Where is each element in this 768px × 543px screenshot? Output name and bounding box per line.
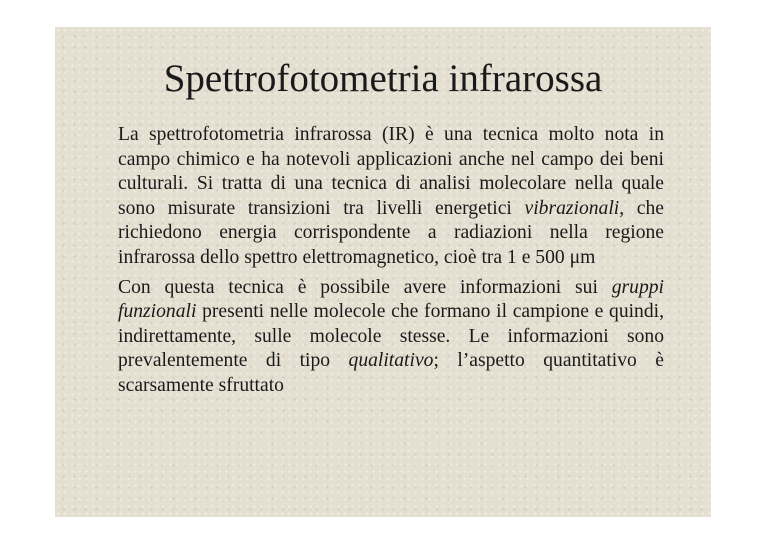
- emphasis-gruppi-funzionali: gruppi funzionali: [118, 276, 664, 323]
- paragraph-ir-information: [118, 276, 664, 399]
- paragraph-2-text-c: ; l’aspetto quantitativo è scarsamente sfruttato: [118, 350, 664, 396]
- paragraph-1-text-b: , che richiedono energia corrispondente a radiazioni nella regione infrarossa dello spettro elettromagnetico, cioè tra 1 e 500 μm: [118, 197, 664, 268]
- slide-title: Spettrofotometria infrarossa: [163, 57, 603, 100]
- slide-body: [118, 123, 664, 399]
- slide: [55, 27, 711, 517]
- emphasis-qualitativo: qualitativo: [348, 350, 434, 372]
- emphasis-vibrazionali: vibrazionali: [524, 197, 620, 219]
- paragraph-ir-definition: [118, 123, 664, 271]
- paragraph-1-text-a: La spettrofotometria infrarossa (IR) è una tecnica molto nota in campo chimico e ha notevoli applicazioni anche nel campo dei beni culturali. Si tratta di una tecnica di analisi molecolare nella quale sono misurate transizioni tra livelli energetici: [118, 124, 664, 219]
- paragraph-2-text-b: presenti nelle molecole che formano il campione e quindi, indirettamente, sulle molecole stesse. Le informazioni sono prevalentemente di tipo: [118, 301, 664, 372]
- paragraph-2-text-a: Con questa tecnica è possibile avere informazioni sui: [118, 276, 612, 298]
